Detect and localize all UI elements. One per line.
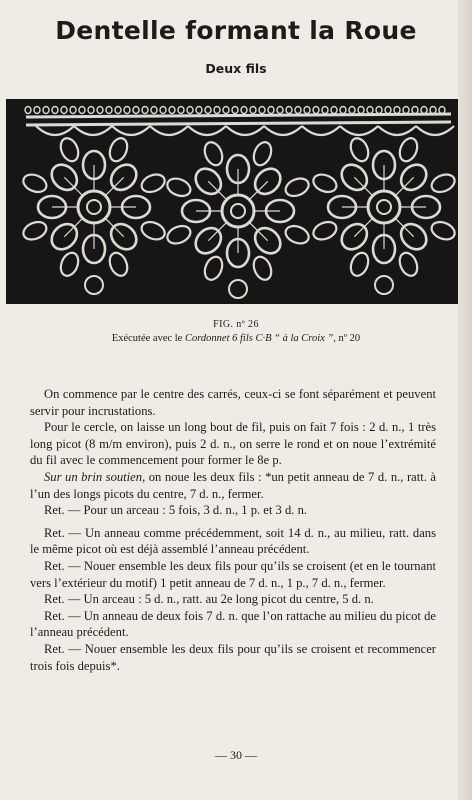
- lace-picot: [295, 107, 301, 114]
- lace-arc: [150, 126, 188, 135]
- lace-picot: [331, 107, 337, 114]
- lace-drop-ring: [375, 276, 393, 294]
- tatted-lace-image: [6, 99, 458, 304]
- lace-picot: [70, 107, 76, 114]
- lace-picot: [205, 107, 211, 114]
- lace-drop-ring: [229, 280, 247, 298]
- lace-picot: [259, 107, 265, 114]
- lace-outer-ring: [21, 171, 49, 195]
- paragraph-intro: On commence par le centre des carrés, ceux-ci se font séparément et peuvent servir pour incrustations.: [30, 387, 436, 418]
- lace-picot: [106, 107, 112, 114]
- lace-outer-ring: [139, 171, 167, 195]
- lace-picot: [133, 107, 139, 114]
- lace-picot: [142, 107, 148, 114]
- lace-outer-ring: [251, 140, 275, 168]
- lace-top-band-lower: [26, 122, 451, 125]
- lace-outer-ring: [58, 250, 82, 278]
- lace-wheel-center: [78, 191, 110, 223]
- lace-outer-ring: [396, 250, 420, 278]
- page-number: — 30 —: [215, 748, 257, 762]
- lace-picot: [430, 107, 436, 114]
- lace-picot: [268, 107, 274, 114]
- lace-arc: [112, 126, 150, 135]
- lace-outer-ring: [429, 171, 457, 195]
- lace-picot: [367, 107, 373, 114]
- lace-outer-ring: [311, 171, 339, 195]
- lace-picot: [88, 107, 94, 114]
- lace-picot: [223, 107, 229, 114]
- lace-picot: [187, 107, 193, 114]
- lace-picot: [358, 107, 364, 114]
- paragraph-ret-arc: Ret. — Pour un arceau : 5 fois, 3 d. n., 1 p. et 3 d. n.: [44, 503, 308, 518]
- paragraph-ret-ring: Ret. — Un anneau comme précédemment, soit 14 d. n., au milieu, ratt. dans le même picot où est déjà assemblé l’anneau précédent.: [30, 525, 436, 557]
- lace-picot: [286, 107, 292, 114]
- lace-picot: [340, 107, 346, 114]
- lace-wheel-hub: [87, 200, 101, 214]
- page-gutter-shadow: [458, 0, 472, 800]
- lace-arc: [378, 126, 416, 135]
- lace-wheel-center: [222, 195, 254, 227]
- lace-arc: [340, 126, 378, 135]
- lace-picot: [322, 107, 328, 114]
- lace-arc: [264, 126, 302, 135]
- lace-outer-ring: [311, 219, 339, 243]
- lace-outer-ring: [165, 223, 193, 247]
- lace-arc: [416, 126, 454, 135]
- lace-wheel-hub: [231, 204, 245, 218]
- lace-picot: [97, 107, 103, 114]
- lace-wheel-hub: [377, 200, 391, 214]
- lace-outer-ring: [106, 250, 130, 278]
- lace-picot: [169, 107, 175, 114]
- lace-picot: [403, 107, 409, 114]
- lace-picot: [52, 107, 58, 114]
- paragraph-ret-repeat: Ret. — Nouer ensemble les deux fils pour qu’ils se croisent et recommencer trois fois depuis*.: [30, 641, 436, 673]
- lace-picot: [196, 107, 202, 114]
- lace-outer-ring: [107, 136, 131, 164]
- paragraph-ret-ring-2: Ret. — Un anneau de deux fois 7 d. n. que l’on rattache au milieu du picot de l’anneau précédent.: [30, 608, 436, 640]
- lace-outer-ring: [21, 219, 49, 243]
- lace-arc: [302, 126, 340, 135]
- lace-outer-ring: [250, 254, 274, 282]
- caption-prefix: Exécutée avec le: [111, 333, 185, 344]
- lace-top-band: [26, 114, 451, 117]
- lace-picot: [250, 107, 256, 114]
- lace-picot: [214, 107, 220, 114]
- lace-arc: [226, 126, 264, 135]
- lace-picot: [160, 107, 166, 114]
- caption-suffix: , nº 20: [333, 333, 361, 344]
- paragraph-ret-knot: Ret. — Nouer ensemble les deux fils pour qu’ils se croisent (et en le tournant vers l’extérieur du motif) 1 petit anneau de 7 d. n., 1 p., 7 d. n., fermer.: [30, 558, 436, 590]
- lace-arc: [188, 126, 226, 135]
- lace-drop-ring: [85, 276, 103, 294]
- lace-outer-ring: [202, 254, 226, 282]
- lace-picot: [232, 107, 238, 114]
- lace-picot: [34, 107, 40, 114]
- lace-picot: [151, 107, 157, 114]
- lace-arc: [36, 126, 74, 135]
- figure-caption: [0, 333, 472, 344]
- lace-picot: [43, 107, 49, 114]
- paragraph-circle: Pour le cercle, on laisse un long bout de fil, puis on fait 7 fois : 2 d. n., 1 très long picot (8 m/m environ), puis 2 d. n., on serre le rond et on noue l’extrémité du fil avec le commencement pour former le 8e p.: [30, 420, 436, 468]
- lace-picot: [124, 107, 130, 114]
- figure-label: FIG. nº 26: [213, 319, 259, 330]
- lace-picot: [79, 107, 85, 114]
- paragraph-support-thread-lead: Sur un brin soutien: [44, 469, 143, 484]
- instructions-text: [30, 386, 436, 674]
- lace-outer-ring: [201, 140, 225, 168]
- page-title: Dentelle formant la Roue: [55, 16, 417, 45]
- lace-picot: [241, 107, 247, 114]
- lace-outer-ring: [397, 136, 421, 164]
- lace-outer-ring: [139, 219, 167, 243]
- paragraph-support-thread: [30, 469, 436, 502]
- lace-picot: [412, 107, 418, 114]
- lace-outer-ring: [165, 175, 193, 199]
- lace-wheel-center: [368, 191, 400, 223]
- lace-picot: [25, 107, 31, 114]
- lace-picot: [178, 107, 184, 114]
- lace-outer-ring: [429, 219, 457, 243]
- lace-picot: [304, 107, 310, 114]
- lace-picot: [349, 107, 355, 114]
- paragraph-ret-arc-2: Ret. — Un arceau : 5 d. n., ratt. au 2e long picot du centre, 5 d. n.: [44, 592, 374, 607]
- caption-thread-name: Cordonnet 6 fils C·B “ à la Croix ”: [184, 333, 334, 344]
- lace-outer-ring: [347, 136, 371, 164]
- lace-picot: [313, 107, 319, 114]
- lace-picot: [61, 107, 67, 114]
- lace-photograph: [6, 99, 458, 304]
- page-subtitle: Deux fils: [205, 61, 267, 76]
- lace-outer-ring: [57, 136, 81, 164]
- lace-picot: [439, 107, 445, 114]
- paragraph-support-thread-rest: , on noue les deux fils : *un petit anneau de 7 d. n., ratt. à l’un des longs picots du centre, 7 d. n., fermer.: [30, 469, 436, 501]
- lace-picot: [385, 107, 391, 114]
- lace-arc: [74, 126, 112, 135]
- lace-picot: [277, 107, 283, 114]
- lace-picot: [394, 107, 400, 114]
- lace-outer-ring: [283, 223, 311, 247]
- lace-outer-ring: [348, 250, 372, 278]
- lace-picot: [421, 107, 427, 114]
- lace-picot: [376, 107, 382, 114]
- lace-picot: [115, 107, 121, 114]
- lace-outer-ring: [283, 175, 311, 199]
